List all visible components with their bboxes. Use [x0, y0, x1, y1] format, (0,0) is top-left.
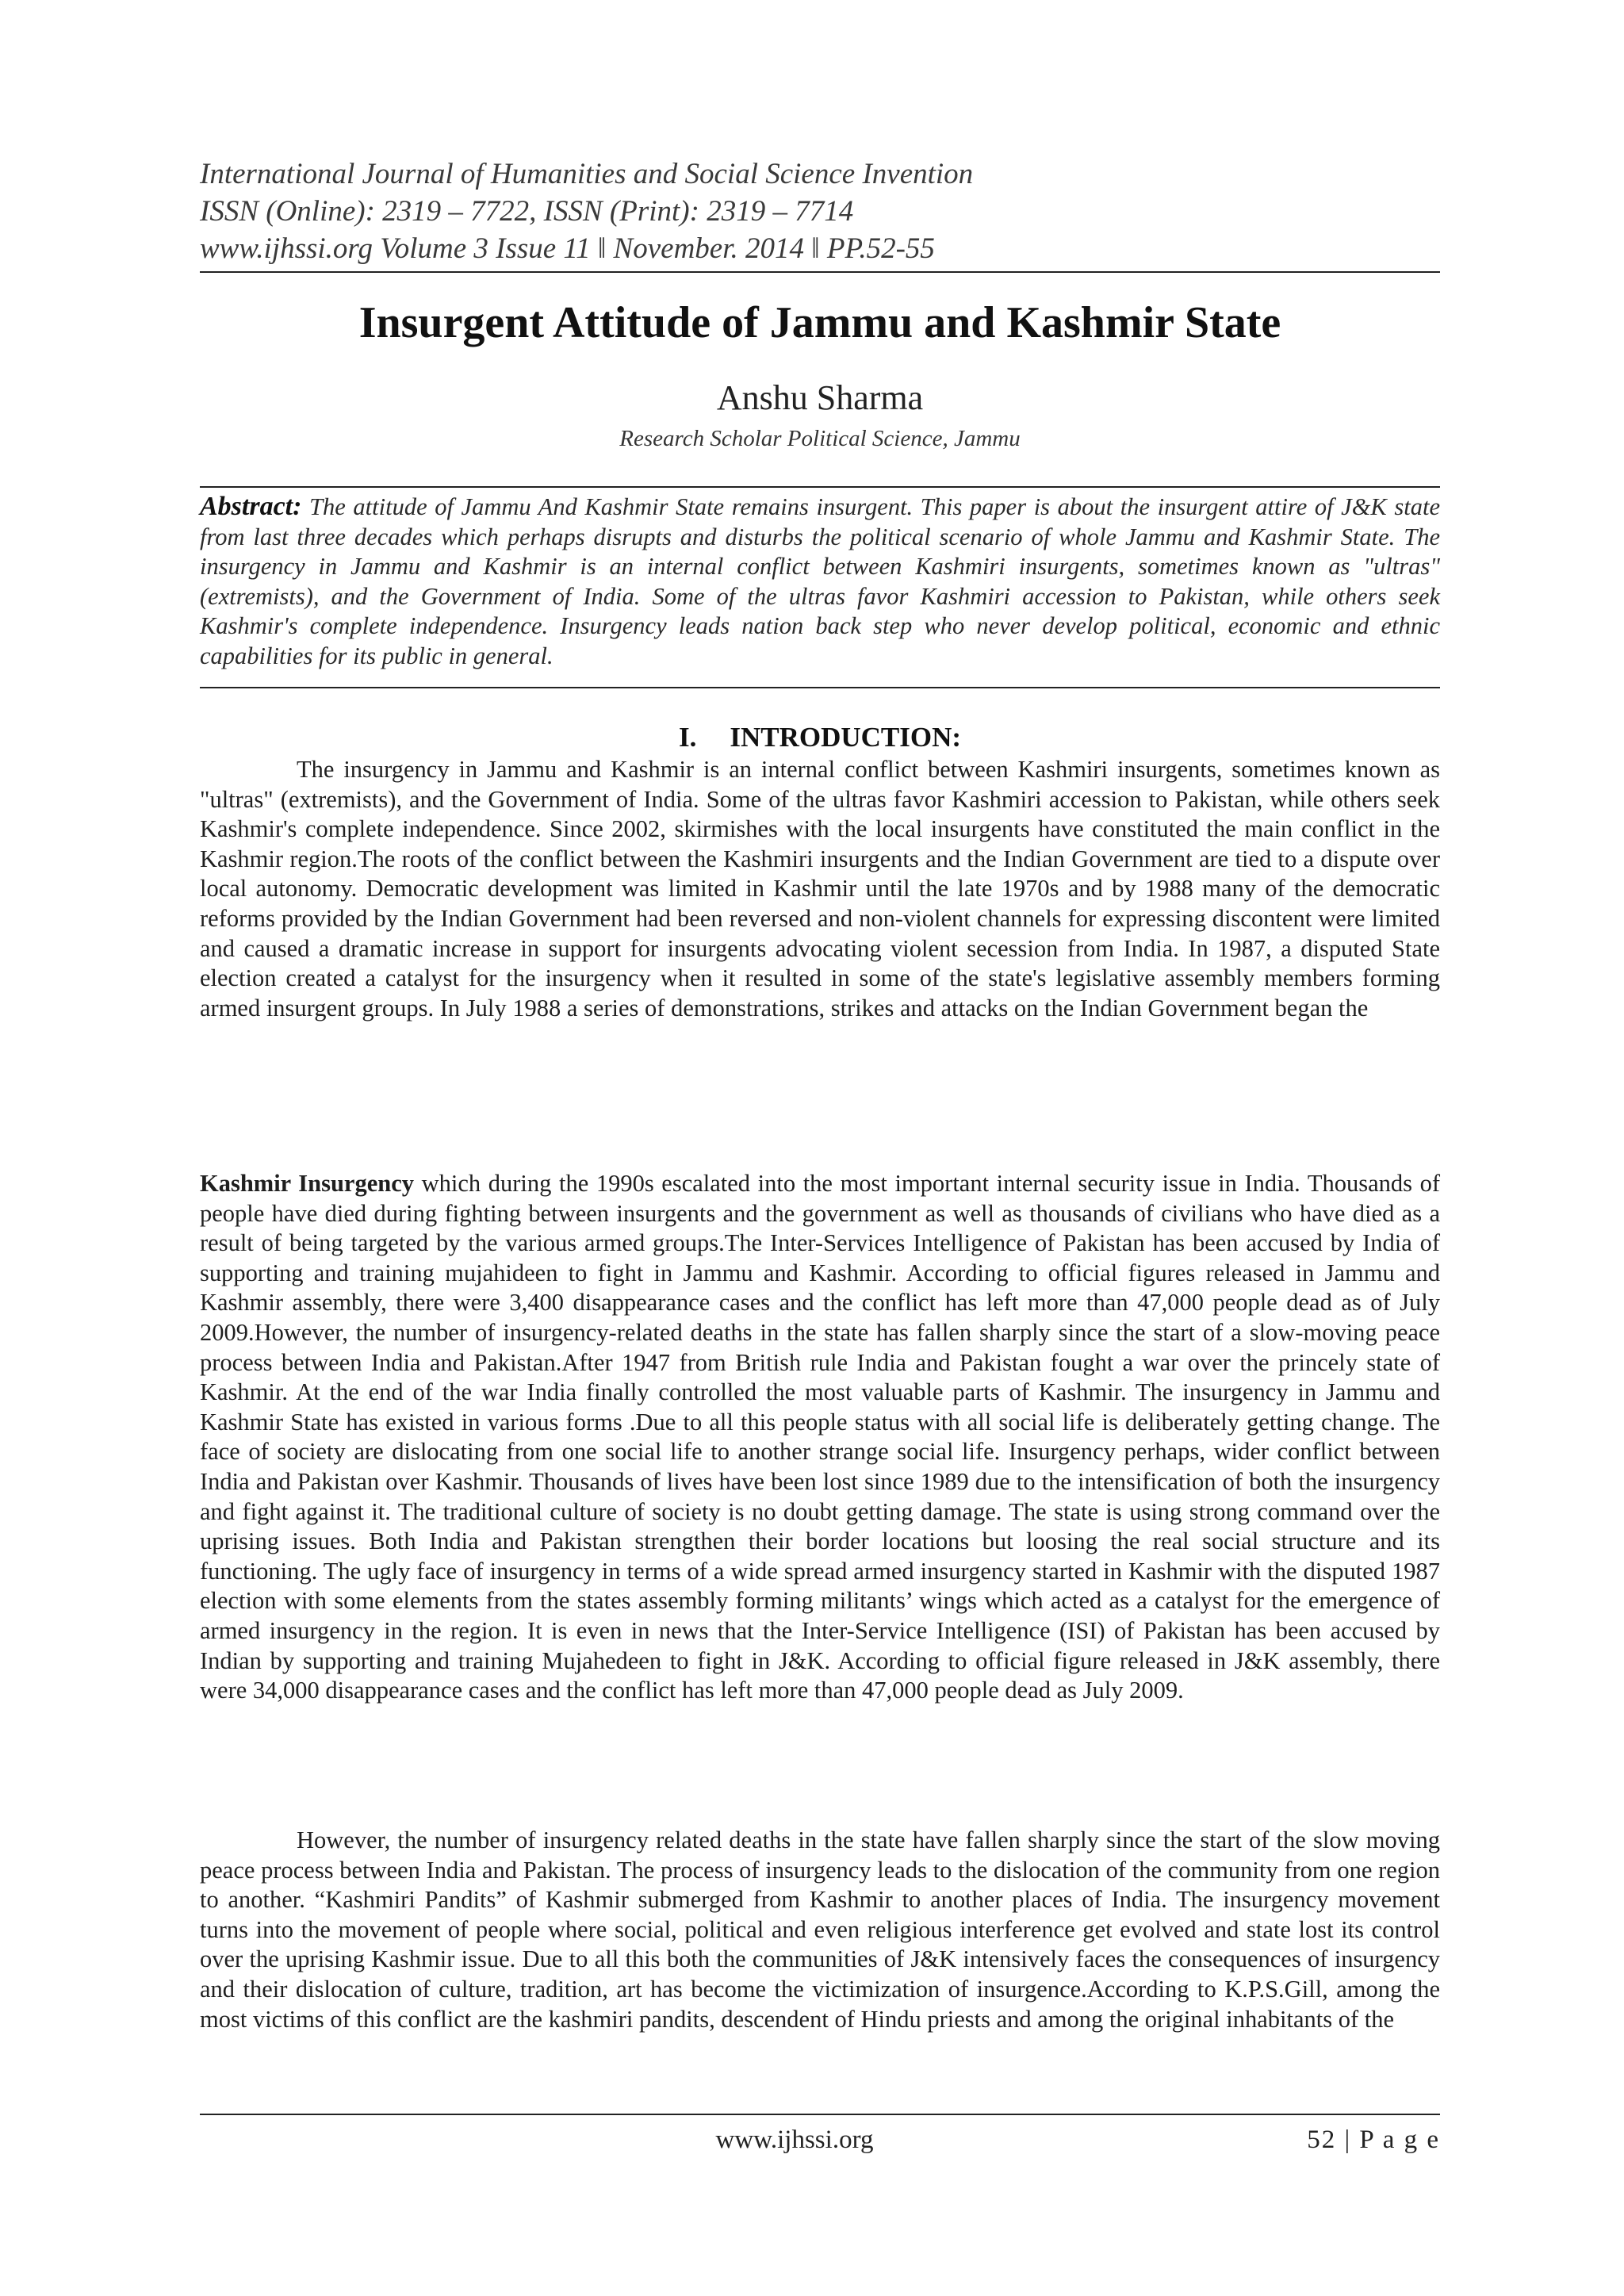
- journal-name: International Journal of Humanities and Social Science Invention: [200, 158, 974, 190]
- journal-issn: ISSN (Online): 2319 – 7722, ISSN (Print): 2319 – 7714: [200, 195, 854, 228]
- abstract-top-divider: [200, 486, 1440, 488]
- page-number: 52 | P a g e: [1307, 2125, 1440, 2154]
- header-divider: [200, 271, 1440, 273]
- body-paragraph-3: [200, 1826, 1440, 2034]
- body-paragraph-1: [200, 755, 1440, 1023]
- paper-title: Insurgent Attitude of Jammu and Kashmir State: [358, 298, 1281, 347]
- footer-url: www.ijhssi.org: [715, 2125, 874, 2154]
- abstract-bottom-divider: [200, 687, 1440, 688]
- section-title: INTRODUCTION:: [730, 722, 962, 753]
- paragraph-text: The insurgency in Jammu and Kashmir is an internal conflict between Kashmiri insurgents, sometimes known as "ultras" (extremists), and the Government of India. Some of the ultras favor Kashmiri accession to Pakistan, while others seek Kashmir's complete independence. Since 2002, skirmishes with the local insurgents have constituted the main conflict in the Kashmir region.The roots of the conflict between the Kashmiri insurgents and the Indian Government are tied to a dispute over local autonomy. Democratic development was limited in Kashmir until the late 1970s and by 1988 many of the democratic reforms provided by the Indian Government had been reversed and non-violent channels for expressing discontent were limited and caused a dramatic increase in support for insurgents advocating violent secession from India. In 1987, a disputed State election created a catalyst for the insurgency when it resulted in some of the state's legislative assembly members forming armed insurgent groups. In July 1988 a series of demonstrations, strikes and attacks on the Indian Government began the: [200, 756, 1440, 1022]
- abstract-label: Abstract:: [200, 492, 302, 521]
- abstract: [200, 492, 1440, 671]
- paragraph-text: However, the number of insurgency related deaths in the state have fallen sharply since the start of the slow moving peace process between India and Pakistan. The process of insurgency leads to the dislocation of the community from one region to another. “Kashmiri Pandits” of Kashmir submerged from Kashmir to another places of India. The insurgency movement turns into the movement of people where social, political and even religious interference get evolved and state lost its control over the uprising Kashmir issue. Due to all this both the communities of J&K intensively faces the consequences of insurgency and their dislocation of culture, tradition, art has become the victimization of insurgence.According to K.P.S.Gill, among the most victims of this conflict are the kashmiri pandits, descendent of Hindu priests and among the original inhabitants of the: [200, 1826, 1440, 2033]
- paragraph-text: [200, 1169, 1440, 1706]
- author-affiliation: Research Scholar Political Science, Jammu: [619, 426, 1021, 451]
- paragraph-lead: Kashmir Insurgency: [200, 1170, 415, 1197]
- journal-header: [200, 155, 1440, 267]
- section-number: I.: [678, 722, 697, 753]
- paragraph-body: which during the 1990s escalated into the most important internal security issue in India. Thousands of people have died during fighting between insurgents and the government as well as thousands of civilians who have died as a result of being targeted by the various armed groups.The Inter-Services Intelligence of Pakistan has been accused by India of supporting and training mujahideen to fight in Jammu and Kashmir. According to official figures released in Jammu and Kashmir assembly, there were 3,400 disappearance cases and the conflict has left more than 47,000 people dead as of July 2009.However, the number of insurgency-related deaths in the state has fallen sharply since the start of a slow-moving peace process between India and Pakistan.After 1947 from British rule India and Pakistan fought a war over the princely state of Kashmir. At the end of the war India finally controlled the most valuable parts of Kashmir. The insurgency in Jammu and Kashmir State has existed in various forms .Due to all this people status with all social life is deliberately getting change. The face of society are dislocating from one social life to another strange social life. Insurgency perhaps, wider conflict between India and Pakistan over Kashmir. Thousands of lives have been lost since 1989 due to the intensification of both the insurgency and fight against it. The traditional culture of society is no doubt getting damage. The state is using strong command over the uprising issues. Both India and Pakistan strengthen their border locations but loosing the real social structure and its functioning. The ugly face of insurgency in terms of a wide spread armed insurgency started in Kashmir with the disputed 1987 election with some elements from the states assembly forming militants’ wings which acted as a catalyst for the emergence of armed insurgency in the region. It is even in news that the Inter-Service Intelligence (ISI) of Pakistan has been accused by Indian by supporting and training Mujahedeen to fight in J&K. According to official figure released in J&K assembly, there were 34,000 disappearance cases and the conflict has left more than 47,000 people dead as July 2009.: [200, 1170, 1440, 1704]
- abstract-text: The attitude of Jammu And Kashmir State remains insurgent. This paper is about the insurgent attire of J&K state from last three decades which perhaps disrupts and disturbs the political scenario of whole Jammu and Kashmir State. The insurgency in Jammu and Kashmir is an internal conflict between Kashmiri insurgents, sometimes known as "ultras" (extremists), and the Government of India. Some of the ultras favor Kashmiri accession to Pakistan, while others seek Kashmir's complete independence. Insurgency leads nation back step who never develop political, economic and ethnic capabilities for its public in general.: [200, 493, 1440, 669]
- author-name: Anshu Sharma: [716, 378, 924, 417]
- journal-volume: www.ijhssi.org Volume 3 Issue 11 ǁ November. 2014 ǁ PP.52-55: [200, 232, 935, 265]
- body-paragraph-2: [200, 1169, 1440, 1706]
- footer-divider: [200, 2114, 1440, 2115]
- section-heading: [200, 720, 1440, 755]
